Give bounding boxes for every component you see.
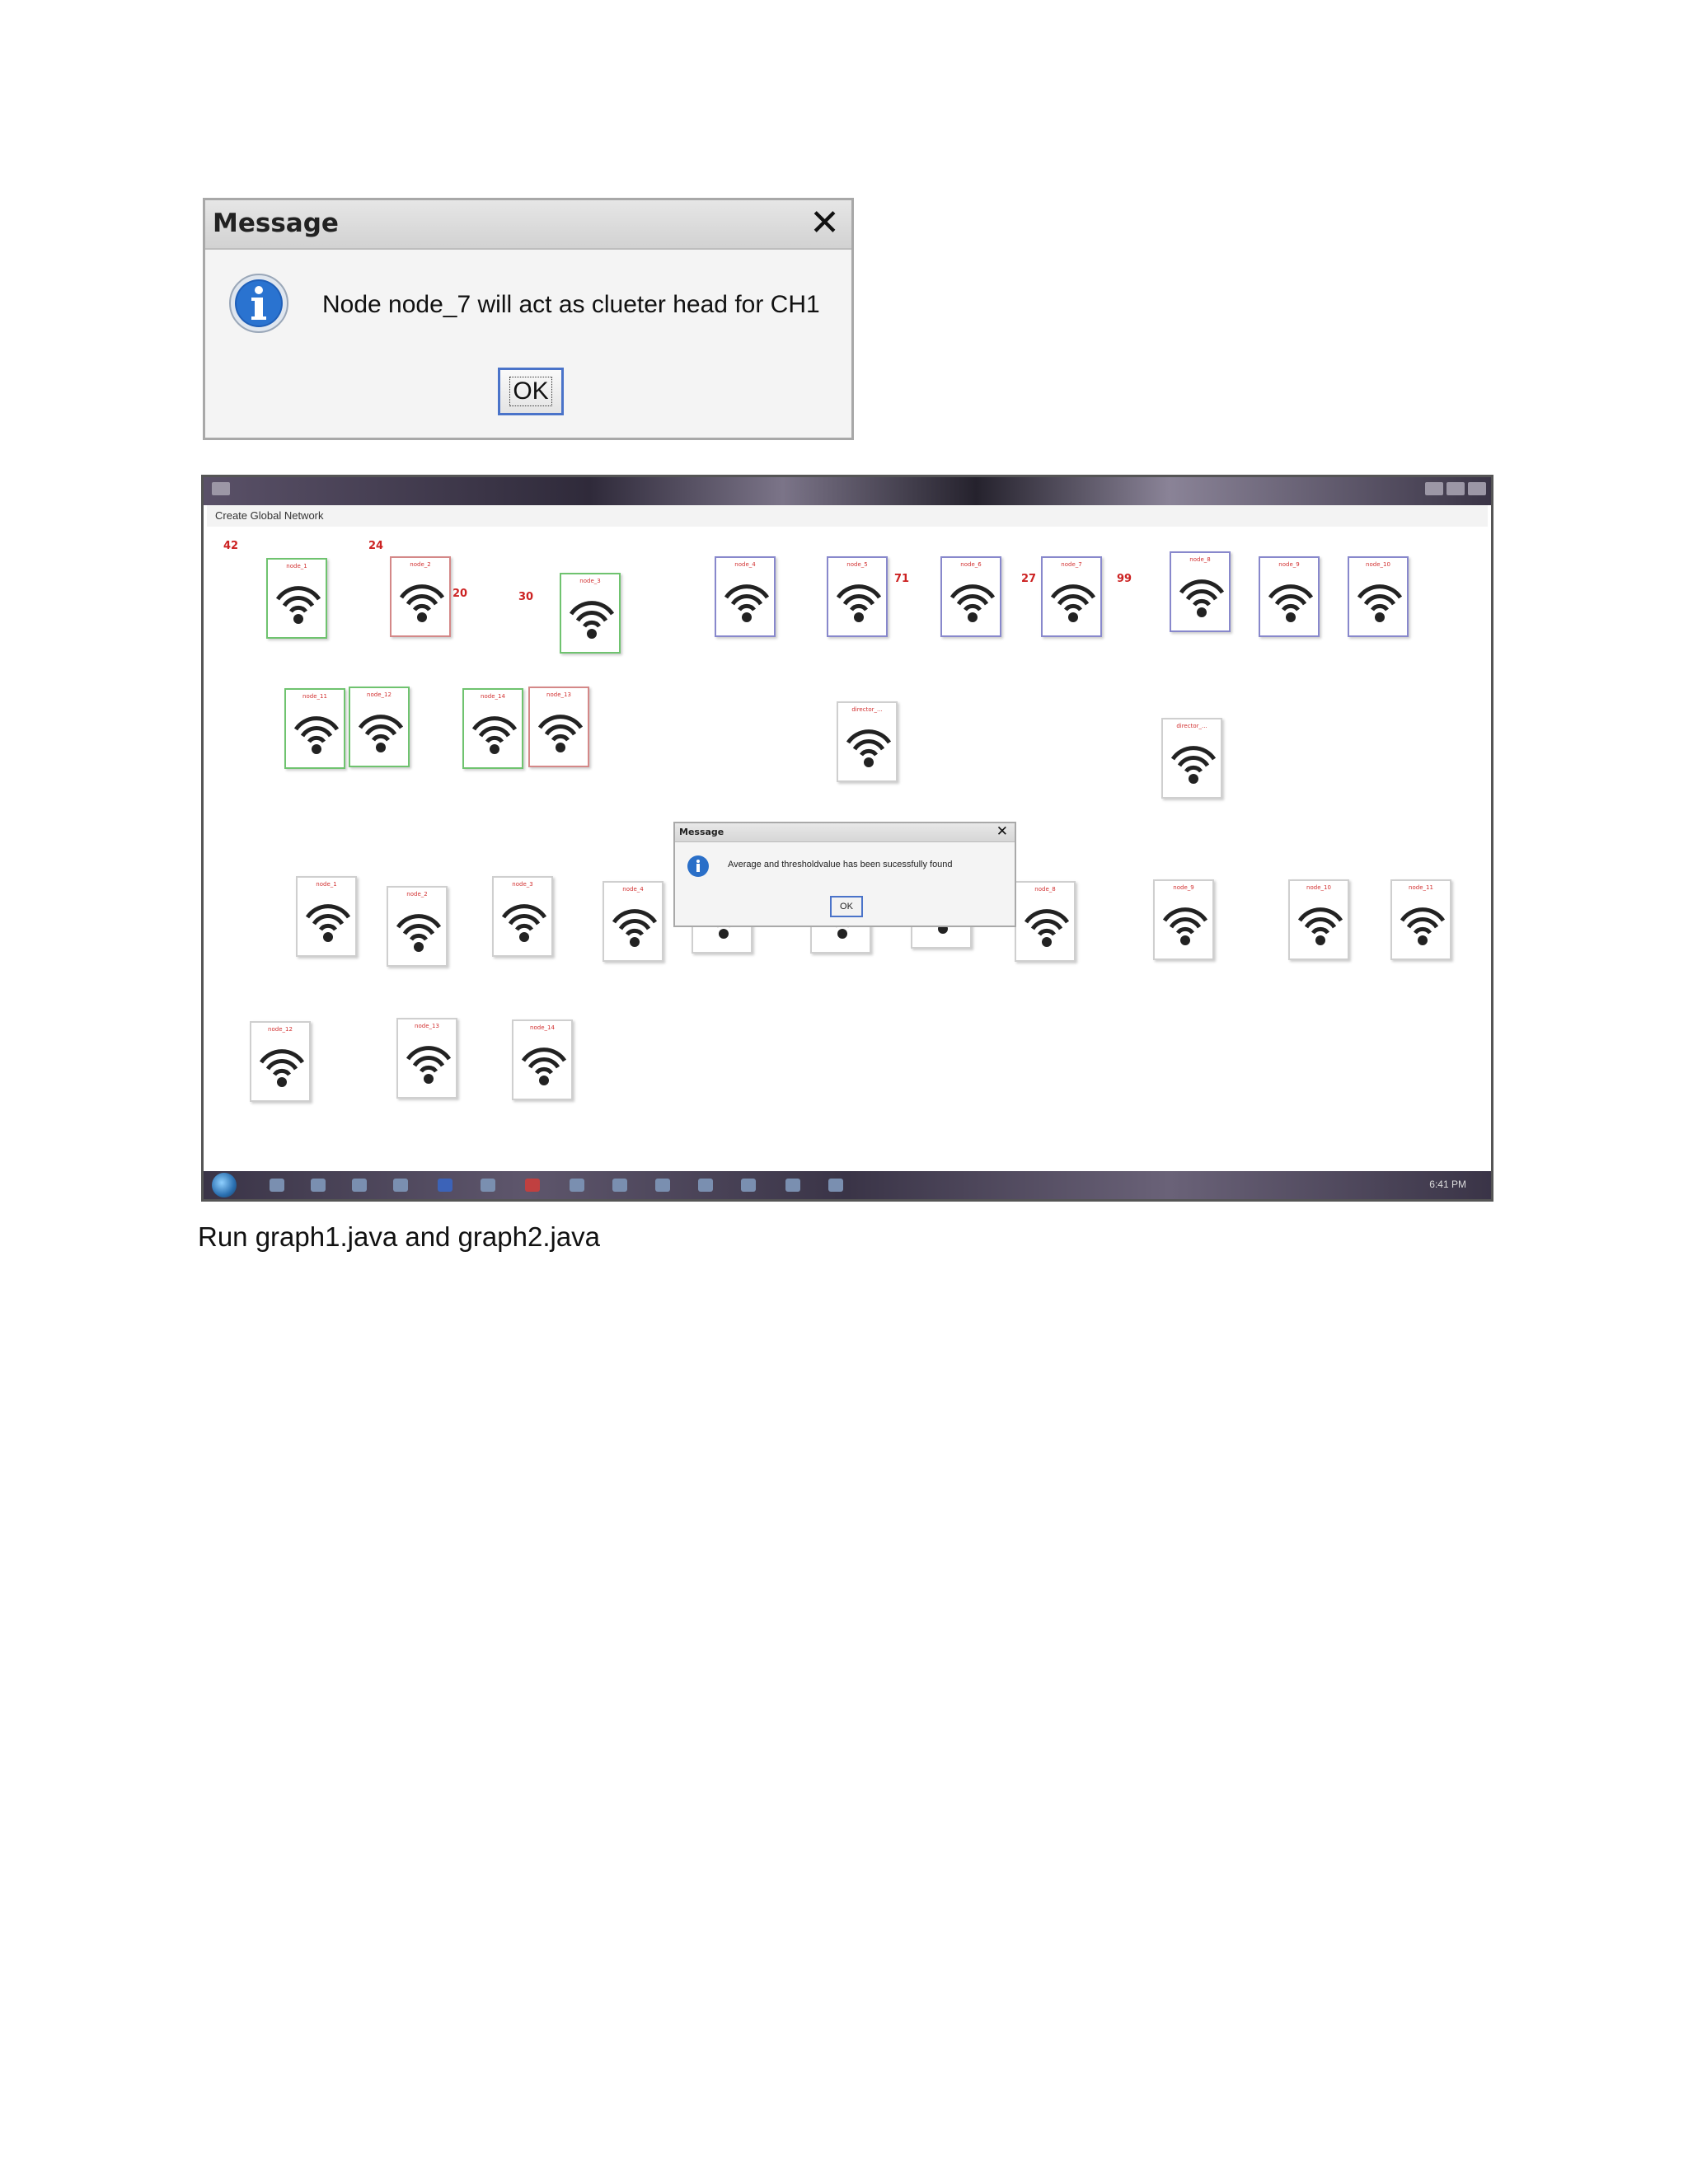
wifi-icon	[520, 1044, 568, 1087]
sensor-node[interactable]	[512, 1019, 573, 1100]
caption-text: Run graph1.java and graph2.java	[198, 1221, 601, 1252]
sensor-node[interactable]	[250, 1021, 311, 1102]
sensor-node[interactable]	[1153, 879, 1214, 960]
network-screenshot	[201, 475, 1493, 1202]
dialog-title-bar	[205, 200, 851, 250]
taskbar-app-icon[interactable]	[570, 1179, 584, 1192]
node-label: node_9	[1173, 884, 1194, 891]
node-label: node_6	[960, 561, 982, 568]
dialog-message: Average and thresholdvalue has been sucessfully found	[728, 860, 953, 869]
wifi-icon	[258, 1046, 306, 1089]
sensor-node[interactable]	[1161, 718, 1222, 799]
wifi-icon	[500, 901, 548, 944]
wifi-icon	[398, 581, 446, 624]
sensor-node[interactable]	[603, 881, 663, 962]
ok-button-label: OK	[509, 377, 551, 406]
taskbar-app-icon[interactable]	[741, 1179, 756, 1192]
node-label: node_13	[415, 1023, 439, 1029]
taskbar-app-icon[interactable]	[311, 1179, 326, 1192]
sensor-node[interactable]	[1041, 556, 1102, 637]
ok-button[interactable]	[498, 368, 564, 415]
sensor-node[interactable]	[266, 558, 327, 639]
sensor-node[interactable]	[1288, 879, 1349, 960]
node-label: node_10	[1306, 884, 1331, 891]
node-label: node_9	[1278, 561, 1300, 568]
message-dialog	[203, 198, 854, 440]
info-icon	[687, 855, 710, 878]
sensor-node[interactable]	[940, 556, 1001, 637]
wifi-icon	[1267, 581, 1315, 624]
distance-label: 42	[223, 540, 239, 552]
window-header	[207, 505, 1488, 527]
taskbar-app-icon[interactable]	[612, 1179, 627, 1192]
sensor-node[interactable]	[1348, 556, 1409, 637]
window-title-bar	[204, 477, 1491, 505]
taskbar-app-icon[interactable]	[655, 1179, 670, 1192]
message-dialog	[673, 822, 1016, 927]
taskbar-app-icon[interactable]	[352, 1179, 367, 1192]
sensor-node[interactable]	[387, 886, 448, 967]
wifi-icon	[1178, 576, 1226, 619]
sensor-node[interactable]	[827, 556, 888, 637]
node-label: node_1	[316, 881, 337, 888]
dialog-title: Message	[679, 827, 724, 837]
sensor-node[interactable]	[1170, 551, 1231, 632]
taskbar-clock: 6:41 PM	[1429, 1179, 1466, 1190]
wifi-icon	[1023, 906, 1071, 949]
wifi-icon	[1399, 904, 1447, 947]
taskbar	[204, 1171, 1491, 1199]
sensor-node[interactable]	[462, 688, 523, 769]
taskbar-app-icon[interactable]	[785, 1179, 800, 1192]
wifi-icon	[723, 581, 771, 624]
wifi-icon	[1356, 581, 1404, 624]
sensor-node[interactable]	[396, 1018, 457, 1099]
sensor-node[interactable]	[1259, 556, 1320, 637]
wifi-icon	[1170, 743, 1217, 785]
sensor-node[interactable]	[296, 876, 357, 957]
node-label: node_14	[481, 693, 505, 700]
node-label: node_14	[530, 1024, 555, 1031]
close-icon[interactable]	[1468, 482, 1486, 495]
node-label: node_1	[286, 563, 307, 569]
distance-label: 30	[518, 591, 534, 603]
node-label: node_2	[410, 561, 431, 568]
dialog-title-bar	[675, 823, 1015, 842]
distance-label: 20	[452, 588, 468, 600]
node-label: node_11	[302, 693, 327, 700]
wifi-icon	[611, 906, 659, 949]
distance-label: 71	[894, 573, 910, 585]
info-icon	[228, 273, 289, 334]
node-label: node_12	[367, 691, 392, 698]
start-button[interactable]	[212, 1173, 237, 1197]
wifi-icon	[471, 713, 518, 756]
node-label: director_...	[1176, 723, 1207, 729]
taskbar-app-icon[interactable]	[270, 1179, 284, 1192]
close-icon[interactable]: ✕	[996, 823, 1008, 840]
distance-label: 24	[368, 540, 384, 552]
node-label: node_4	[622, 886, 644, 893]
wifi-icon	[949, 581, 996, 624]
wifi-icon	[568, 598, 616, 640]
dialog-title: Message	[213, 209, 339, 238]
close-icon[interactable]: ✕	[809, 202, 840, 244]
wifi-icon	[1049, 581, 1097, 624]
sensor-node[interactable]	[492, 876, 553, 957]
minimize-icon[interactable]	[1425, 482, 1443, 495]
wifi-icon	[274, 583, 322, 626]
ok-button[interactable]: OK	[830, 896, 863, 917]
wifi-icon	[845, 726, 893, 769]
wifi-icon	[395, 911, 443, 954]
wifi-icon	[304, 901, 352, 944]
sensor-node[interactable]	[284, 688, 345, 769]
node-label: node_5	[846, 561, 868, 568]
wifi-icon	[1161, 904, 1209, 947]
wifi-icon	[357, 711, 405, 754]
network-canvas	[207, 527, 1488, 1171]
wifi-icon	[293, 713, 340, 756]
node-label: node_11	[1409, 884, 1433, 891]
wifi-icon	[835, 581, 883, 624]
node-label: node_13	[546, 691, 571, 698]
sensor-node[interactable]	[528, 687, 589, 767]
distance-label: 27	[1021, 573, 1037, 585]
node-label: node_10	[1366, 561, 1390, 568]
sensor-node[interactable]	[1390, 879, 1451, 960]
node-label: node_3	[579, 578, 601, 584]
wifi-icon	[1296, 904, 1344, 947]
wifi-icon	[537, 711, 584, 754]
taskbar-app-icon[interactable]	[438, 1179, 452, 1192]
sensor-node[interactable]	[349, 687, 410, 767]
wifi-icon	[405, 1043, 452, 1085]
taskbar-app-icon[interactable]	[828, 1179, 843, 1192]
taskbar-app-icon[interactable]	[393, 1179, 408, 1192]
node-label: node_7	[1061, 561, 1082, 568]
window-title: Create Global Network	[215, 509, 324, 522]
taskbar-app-icon[interactable]	[481, 1179, 495, 1192]
sensor-node[interactable]	[560, 573, 621, 654]
taskbar-app-icon[interactable]	[525, 1179, 540, 1192]
node-label: node_4	[734, 561, 756, 568]
app-icon	[212, 482, 230, 495]
node-label: director_...	[851, 706, 883, 713]
node-label: node_3	[512, 881, 533, 888]
distance-label: 99	[1117, 573, 1132, 585]
node-label: node_8	[1189, 556, 1211, 563]
node-label: node_8	[1034, 886, 1056, 893]
sensor-node[interactable]	[390, 556, 451, 637]
maximize-icon[interactable]	[1447, 482, 1465, 495]
sensor-node[interactable]	[715, 556, 776, 637]
sensor-node[interactable]	[837, 701, 898, 782]
taskbar-app-icon[interactable]	[698, 1179, 713, 1192]
dialog-message: Node node_7 will act as clueter head for CH1	[322, 291, 820, 318]
sensor-node[interactable]	[1015, 881, 1076, 962]
node-label: node_12	[268, 1026, 293, 1033]
node-label: node_2	[406, 891, 428, 898]
